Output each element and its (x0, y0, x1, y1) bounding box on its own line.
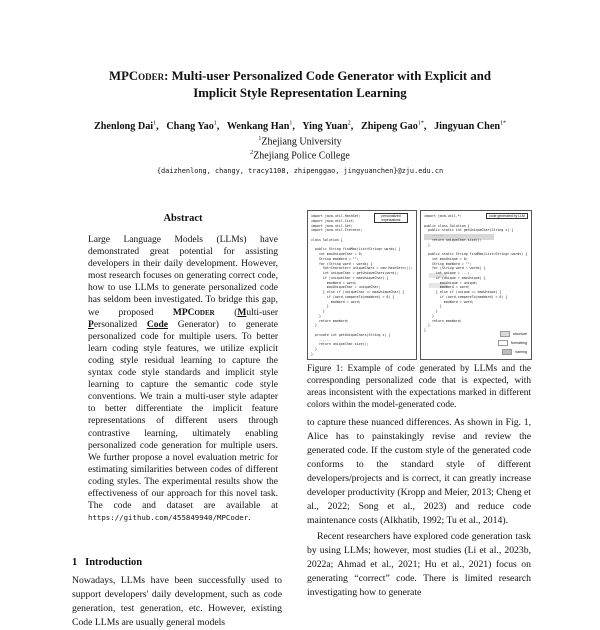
paragraph: to capture these nuanced differences. As shown in Fig. 1, Alice has to painstakingly revise and review the generated code. If the custom style of the generated code conforms to the standard style of different developers/projects and is correct, it can greatly increase developer productivity (Kropp and Meier, 2013; Cheng et al., 2022; Song et al., 2023) and reduce code maintenance costs (Alkhatib, 1992; Tu et al., 2014). (307, 417, 531, 526)
abstract-model-name: MPCoder (172, 307, 215, 318)
author: Jingyuan Chen$^{1*}$ (434, 121, 507, 133)
author-emails: {daizhenlong, changy, tracy1108, zhipenggao, jingyuanchen}@zju.edu.cn (156, 167, 444, 175)
author: Chang Yao$^1$, (166, 121, 220, 133)
paper-title (0, 68, 600, 102)
abstract-heading: Abstract (163, 213, 203, 224)
left-code: import java.util.HashSet; import java.util.List; import java.util.Set; import java.util.Iterator; class Solution { public String findMax(List<String> words) { int maxUniqueChar = 0; String maxWord = ""; for (String word : words) { Set<Character> uniqueChars = new HashSet<>(); int uniqueChar = getUniqueChars(word); if (uniqueChar > maxUniqueChar) { maxWord = word; maxUniqueChar = uniqueChar; } else if (uniqueChar == maxUniqueChar) { if (word.compareTo(maxWord) < 0) { maxWord = word; } } } return maxWord; } private int getUniqueChars(String s) { ...... return uniqueChar.size(); } } (311, 214, 413, 356)
legend-item: structure (500, 331, 527, 337)
author: Zhenlong Dai$^1$, (93, 121, 159, 133)
right-column-text (307, 416, 531, 600)
section-heading: 1 Introduction (72, 557, 143, 568)
affiliation-1: $^1$Zhejiang University (258, 136, 342, 148)
author-list (0, 121, 600, 132)
figure-1 (307, 210, 531, 360)
tag-personalized: personalized expectations (374, 213, 408, 223)
title-line2: Implicit Style Representation Learning (193, 86, 407, 100)
code-panel-right (420, 210, 532, 360)
abstract-body: Large Language Models (LLMs) have demonstrated great potential for assisting developers in their daily development. However, most research focuses on generating correct code, how to use LLMs to generate personalized code has seldom been investigated. To bridge this gap, we proposed MPCoder (Multi-user Personalized Code Generator) to generate personalized code for multiple users. To better learn coding style features, we utilize explicit coding style residual learning to capture the syntax code style standards and implicit style learning to capture the semantic code style conventions. We train a multi-user style adapter to better differentiate the implicit feature representations of different users through contrastive learning, ultimately enabling personalized code generation for multiple users. We further propose a novel evaluation metric for estimating similarities between codes of different coding styles. The experimental results show the effectiveness of our approach for this novel task. The code and dataset are available at https://github.com/455849940/MPCoder. (88, 235, 278, 524)
title-model-name: MPCoder (108, 69, 165, 83)
affiliation-2: $^2$Zhejiang Police College (250, 150, 350, 162)
author: Ying Yuan$^2$, (302, 121, 354, 133)
code-panel-left (307, 210, 417, 360)
title-line1: : Multi-user Personalized Code Generator with Explicit and (164, 69, 492, 83)
right-code: import java.util.*; public class Solution { public static int getUniqueChar(String s) { ...... return uniqueChar.size(); } public static String findMax(List<String> words) { int maxUnique = 0; String maxWord = ""; for (String word : words) { int unique = ...; if (unique > maxUnique) { maxUnique = unique; maxWord = word; } else if (unique == maxUnique) { if (word.compareTo(maxWord) < 0) { maxWord = word; } } } return maxWord; } } (424, 214, 528, 332)
paragraph: Recent researchers have explored code generation task by using LLMs; however, most studies (Li et al., 2023b, 2022a; Ahmad et al., 2021; Hu et al., 2021) focus on generating “correct” code. There is limited research investigating how to generate (307, 531, 531, 598)
legend-item: formatting (498, 340, 527, 346)
legend-item: naming (502, 349, 527, 355)
figure-caption: Figure 1: Example of code generated by LLMs and the corresponding personalized code that is expected, with areas inconsistent with the expectations marked in different colors within the model-generated code. (307, 364, 531, 411)
tag-llm: code generated by LLM (486, 213, 528, 219)
author: Wenkang Han$^1$, (226, 121, 295, 133)
intro-text: Nowadays, LLMs have been successfully used to support developers' daily development, such as code generation, test generation, etc. However, existing Code LLMs are usually general models (72, 575, 282, 628)
author: Zhipeng Gao$^{1*}$, (360, 121, 427, 133)
code-link[interactable]: https://github.com/455849940/MPCoder (88, 513, 249, 523)
